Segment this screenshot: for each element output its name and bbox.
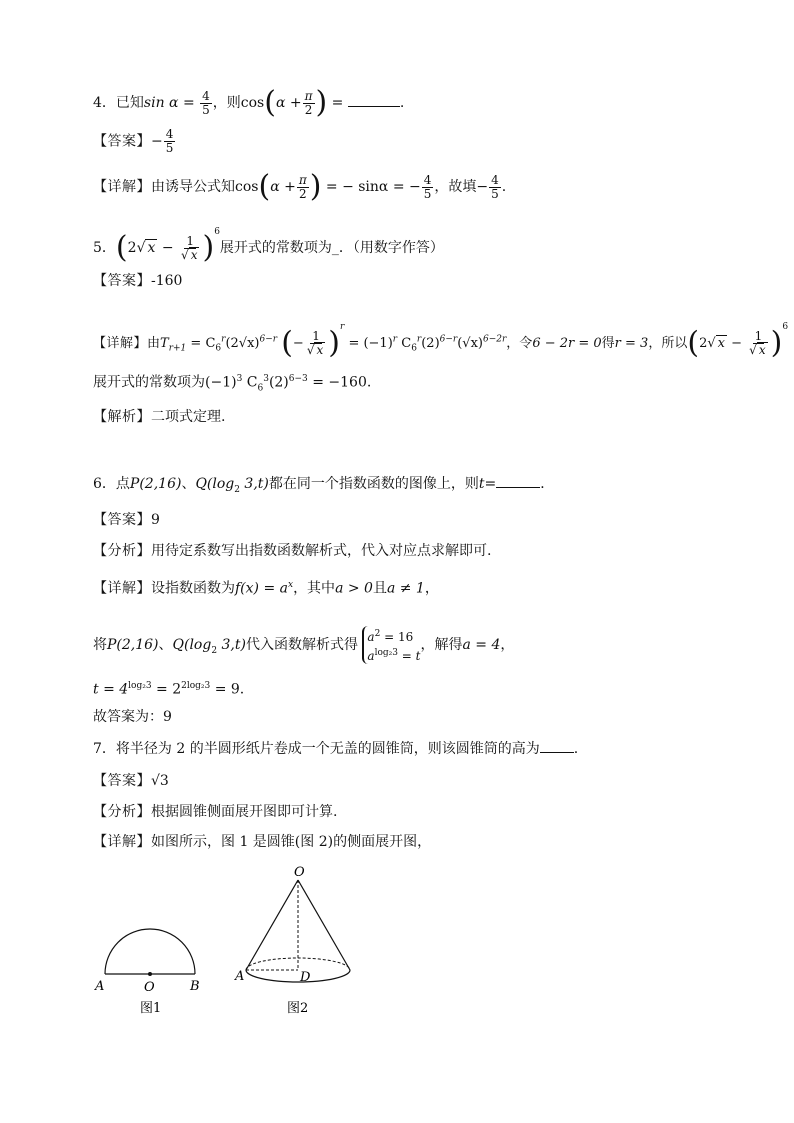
figure-2 <box>234 865 350 1016</box>
answer-value: √3 <box>151 773 169 789</box>
math-expr: cos <box>240 95 265 111</box>
exponent: 3 <box>263 374 269 384</box>
text: 设指数函数为 <box>151 580 235 597</box>
text: 根据圆锥侧面展开图即可计算 <box>151 804 333 820</box>
subscript: 2 <box>234 484 240 495</box>
answer-tag: 【答案】 <box>93 512 151 528</box>
answer-blank: _ <box>331 240 339 256</box>
denominator: 5 <box>491 186 499 201</box>
denominator: 2 <box>298 186 307 201</box>
sqrt-sign: √ <box>136 240 146 256</box>
math-expr: Q(log <box>172 637 212 653</box>
center-point <box>148 972 152 976</box>
text: . <box>221 409 226 425</box>
math-expr: = <box>484 476 497 492</box>
text: ，其中 <box>293 580 336 597</box>
radicand: x <box>190 247 198 262</box>
label-O: O <box>144 980 155 995</box>
exponent: 2log₂3 <box>181 681 211 691</box>
subscript: 6 <box>411 343 417 354</box>
math-expr: = <box>331 95 344 111</box>
math-expr: − <box>292 336 304 351</box>
exponent: log₂3 <box>128 681 152 691</box>
math-expr: a <box>367 630 375 644</box>
caption-fig1: 图1 <box>140 1001 162 1016</box>
math-expr: 3,t) <box>217 637 246 653</box>
text: ，则 <box>212 95 241 111</box>
text: 用待定系数写出指数函数解析式，代入对应点求解即可 <box>151 543 487 559</box>
numerator: 4 <box>165 127 174 141</box>
numerator: 1 <box>186 233 195 248</box>
numerator: 1 <box>312 329 320 343</box>
math-expr: − <box>151 133 163 150</box>
math-expr: a <box>367 649 375 663</box>
denominator: √ x <box>306 343 324 357</box>
exponent: r <box>221 334 226 345</box>
paren: ( <box>258 169 271 204</box>
text: 由诱导公式知 <box>151 179 235 195</box>
math-expr: 2 <box>127 240 137 256</box>
exponent: 3 <box>236 374 243 384</box>
text: . <box>487 543 492 559</box>
text: 二项式定理 <box>151 409 221 425</box>
analysis-tag: 【分析】 <box>93 804 151 820</box>
math-expr: a ≠ 1 <box>386 580 425 597</box>
math-expr: = − sinα = − <box>325 179 421 195</box>
math-expr: Q(log <box>195 476 235 492</box>
exponent: 6−2r <box>483 334 507 345</box>
text: 都在同一个指数函数的图像上，则 <box>268 476 479 492</box>
text: 由 <box>147 336 161 351</box>
radicand: x <box>758 343 766 357</box>
text: ， <box>500 637 515 653</box>
text: 得 <box>601 336 615 351</box>
paren: ( <box>687 325 700 361</box>
text: ． <box>540 476 555 492</box>
text: ，解得 <box>420 637 463 653</box>
text: ， <box>424 580 439 597</box>
exponent: r <box>416 334 422 345</box>
text: ，令 <box>506 336 533 351</box>
text: 故答案为：9 <box>93 709 172 725</box>
exponent: 6 <box>782 322 789 332</box>
math-expr: T <box>160 336 169 351</box>
math-expr: α + <box>270 179 296 195</box>
exponent: 6−r <box>439 334 458 345</box>
text: . <box>333 804 338 820</box>
question-number: 6． <box>93 476 116 492</box>
answer-tag: 【答案】 <box>93 273 151 289</box>
numerator: 4 <box>202 88 210 103</box>
math-expr: = −160 <box>312 374 367 391</box>
text: . <box>501 179 507 195</box>
exponent: 2 <box>374 629 381 639</box>
exponent: r <box>339 322 345 332</box>
label-A: A <box>235 969 245 984</box>
numerator: 4 <box>491 172 499 187</box>
paren: ) <box>315 85 328 120</box>
text: ，故填 <box>434 179 477 195</box>
subscript: 6 <box>257 383 264 394</box>
text: 点 <box>115 476 130 492</box>
denominator: 5 <box>423 186 432 201</box>
math-expr: = C <box>190 336 216 351</box>
caption-fig2: 图2 <box>287 1001 309 1016</box>
question-number: 5． <box>93 240 116 256</box>
analysis-tag: 【解析】 <box>93 409 151 425</box>
radicand: x <box>717 336 725 351</box>
math-expr: a = 4 <box>462 637 501 653</box>
math-expr: = (−1) <box>348 336 393 351</box>
math-expr: t <box>478 476 485 492</box>
label-D: D <box>300 970 311 985</box>
math-expr: P(2,16) <box>129 476 182 492</box>
math-expr: sin α = <box>143 95 195 111</box>
text: . <box>239 681 245 698</box>
math-expr: = 9 <box>210 681 240 698</box>
exponent: 6−3 <box>288 374 308 384</box>
math-expr: (2) <box>421 336 440 351</box>
math-expr: (2√x) <box>225 336 260 351</box>
text: 如图所示，图 1 是圆锥(图 2)的侧面展开图， <box>151 834 432 850</box>
math-expr: a > 0 <box>335 580 373 597</box>
math-expr: (−1) <box>205 374 237 391</box>
base-back-arc <box>246 958 350 970</box>
cone-right-edge <box>298 880 350 970</box>
math-expr: (2) <box>268 374 289 391</box>
math-expr: = t <box>397 649 421 663</box>
analysis-tag: 【分析】 <box>93 543 151 559</box>
text: 将半径为 2 的半圆形纸片卷成一个无盖的圆锥筒，则该圆锥筒的高为 <box>115 741 540 757</box>
subscript: 6 <box>215 343 222 354</box>
paren: ( <box>115 230 128 265</box>
numerator: π <box>304 88 313 103</box>
label-A: A <box>95 979 105 994</box>
math-expr: − <box>476 179 489 195</box>
text: . <box>399 95 405 111</box>
detail-tag: 【详解】 <box>93 336 148 351</box>
math-expr: − <box>161 240 174 256</box>
base-front-arc <box>246 970 350 982</box>
paren: ) <box>309 169 322 204</box>
answer-value: -160 <box>151 273 183 289</box>
detail-tag: 【详解】 <box>93 834 151 850</box>
math-expr: = 2 <box>151 681 182 698</box>
denominator: 2 <box>304 102 313 117</box>
math-expr: = 16 <box>380 630 414 644</box>
text: 将 <box>93 637 107 653</box>
answer-value: 9 <box>151 512 160 528</box>
numerator: 1 <box>754 329 763 343</box>
math-expr: C <box>397 336 412 351</box>
exponent: r <box>392 334 398 345</box>
math-expr: P(2,16) <box>107 637 159 653</box>
denominator: √ x <box>749 343 766 357</box>
text: 且 <box>372 580 387 597</box>
math-expr: C <box>242 374 258 391</box>
paren: ) <box>770 325 783 361</box>
exponent: log₂3 <box>374 648 398 658</box>
text: 已知 <box>115 95 144 111</box>
exponent: 6−r <box>259 334 278 345</box>
text: ，所以 <box>648 336 688 351</box>
paren: ( <box>281 325 293 361</box>
exponent: x <box>287 580 294 590</box>
text: . <box>573 741 579 757</box>
math-expr: cos <box>235 179 259 195</box>
detail-tag: 【详解】 <box>93 580 151 597</box>
denominator: √ x <box>181 247 198 262</box>
subscript: r+1 <box>168 343 187 354</box>
detail-5: 【详解】由$T_{r+1} = C_6^r(2√x)^{6-r}$ (− $\frac{1}{√ x}$ )$^r = (-1)^r$ $C_6^r(2)^{6-r}(√x)^{6-2r}$，令6 − 2r = 0得r = 3，所以(2√ x − $\frac{1}{√ x}$ )$^6$ <box>93 322 789 361</box>
text: ．（用数字作答） <box>338 240 444 256</box>
text: 代入函数解析式得 <box>245 637 358 653</box>
question-number: 4． <box>93 95 116 111</box>
label-O: O <box>294 865 305 880</box>
detail-tag: 【详解】 <box>93 179 151 195</box>
semicircle-arc <box>105 929 195 974</box>
text: 、 <box>181 476 196 492</box>
radicand: x <box>316 343 324 357</box>
figure-1 <box>94 929 200 1016</box>
label-B: B <box>190 979 200 994</box>
numerator: 4 <box>423 172 432 187</box>
text: 、 <box>158 637 173 653</box>
text: 展开式的常数项为 <box>219 240 332 256</box>
math-expr: − <box>731 336 743 351</box>
math-expr: α + <box>275 95 302 111</box>
cone-left-edge <box>246 880 298 970</box>
text: . <box>366 374 372 391</box>
question-number: 7． <box>93 741 116 757</box>
math-expr: 6 − 2r = 0 <box>532 336 602 351</box>
paren: ( <box>264 85 276 120</box>
answer-tag: 【答案】 <box>93 133 151 150</box>
radicand: x <box>147 240 156 256</box>
numerator: π <box>298 172 307 187</box>
subscript: 2 <box>211 645 218 656</box>
paren: ) <box>202 230 215 265</box>
math-expr: 3,t) <box>239 476 269 492</box>
denominator: 5 <box>165 141 174 155</box>
text: 展开式的常数项为 <box>93 374 205 391</box>
denominator: 5 <box>202 102 210 117</box>
math-expr: f(x) = a <box>235 580 288 597</box>
math-expr: (√x) <box>457 336 483 351</box>
exponent: 6 <box>214 227 220 237</box>
math-expr: t = 4 <box>93 681 129 698</box>
math-expr: r = 3 <box>614 336 649 351</box>
math-expr: 2 <box>699 336 708 351</box>
paren: ) <box>328 325 340 361</box>
answer-tag: 【答案】 <box>93 773 151 789</box>
